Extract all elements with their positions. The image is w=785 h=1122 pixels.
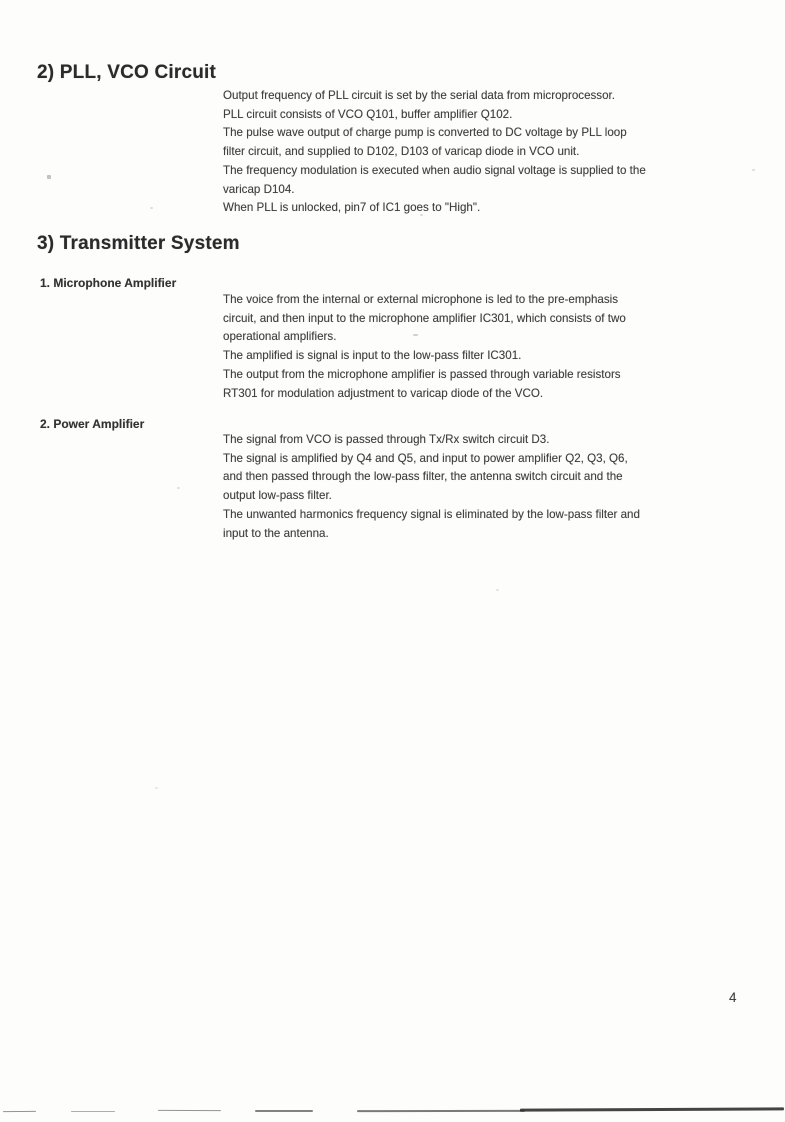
section-heading-transmitter-system: 3) Transmitter System <box>37 233 240 254</box>
text-line: The signal from VCO is passed through Tx/Rx switch circuit D3. <box>223 433 550 446</box>
scan-speck <box>413 334 418 336</box>
text-line: The amplified is signal is input to the low-pass filter IC301. <box>223 349 522 363</box>
text-line: operational amplifiers. <box>223 330 337 344</box>
scan-speck <box>496 589 499 591</box>
text-line: PLL circuit consists of VCO Q101, buffer amplifier Q102. <box>223 107 513 121</box>
text-line: filter circuit, and supplied to D102, D103 of varicap diode in VCO unit. <box>223 145 580 159</box>
subsection-heading-microphone-amplifier: 1. Microphone Amplifier <box>40 276 177 290</box>
paragraph-microphone-amplifier <box>223 291 693 403</box>
text-line: circuit, and then input to the microphone amplifier IC301, which consists of two <box>223 311 626 325</box>
text-line: The signal is amplified by Q4 and Q5, and input to power amplifier Q2, Q3, Q6, <box>223 451 628 465</box>
text-line: The pulse wave output of charge pump is converted to DC voltage by PLL loop <box>223 126 627 140</box>
subsection-heading-power-amplifier: 2. Power Amplifier <box>40 417 145 431</box>
text-line: varicap D104. <box>223 182 295 196</box>
paragraph-power-amplifier <box>223 431 693 543</box>
section-heading-pll-vco: 2) PLL, VCO Circuit <box>37 62 217 83</box>
text-line: Output frequency of PLL circuit is set by the serial data from microprocessor. <box>223 89 615 102</box>
scan-speck <box>150 207 153 209</box>
paragraph-pll-vco <box>223 87 693 218</box>
scan-edge-line <box>520 1107 784 1111</box>
scan-speck <box>420 214 423 216</box>
scan-edge-line <box>71 1111 115 1112</box>
scan-edge-line <box>357 1109 525 1111</box>
text-line: input to the antenna. <box>223 526 329 540</box>
scan-speck <box>417 352 420 354</box>
text-line: When PLL is unlocked, pin7 of IC1 goes to "High". <box>223 201 481 215</box>
scan-edge-line <box>158 1110 221 1112</box>
scan-edge-line <box>3 1110 36 1112</box>
page-number: 4 <box>729 990 737 1005</box>
text-line: The output from the microphone amplifier is passed through variable resistors <box>223 367 621 381</box>
text-line: The voice from the internal or external microphone is led to the pre-emphasis <box>223 293 619 306</box>
scan-speck <box>177 487 180 489</box>
text-line: output low-pass filter. <box>223 489 332 503</box>
text-line: RT301 for modulation adjustment to varicap diode of the VCO. <box>223 386 544 400</box>
scan-edge-line <box>255 1110 313 1112</box>
text-line: The unwanted harmonics frequency signal is eliminated by the low-pass filter and <box>223 507 640 521</box>
scan-speck <box>155 787 158 789</box>
scan-speck <box>47 175 51 179</box>
text-line: and then passed through the low-pass filter, the antenna switch circuit and the <box>223 470 623 484</box>
scan-speck <box>752 169 755 171</box>
text-line: The frequency modulation is executed when audio signal voltage is supplied to the <box>223 163 646 177</box>
